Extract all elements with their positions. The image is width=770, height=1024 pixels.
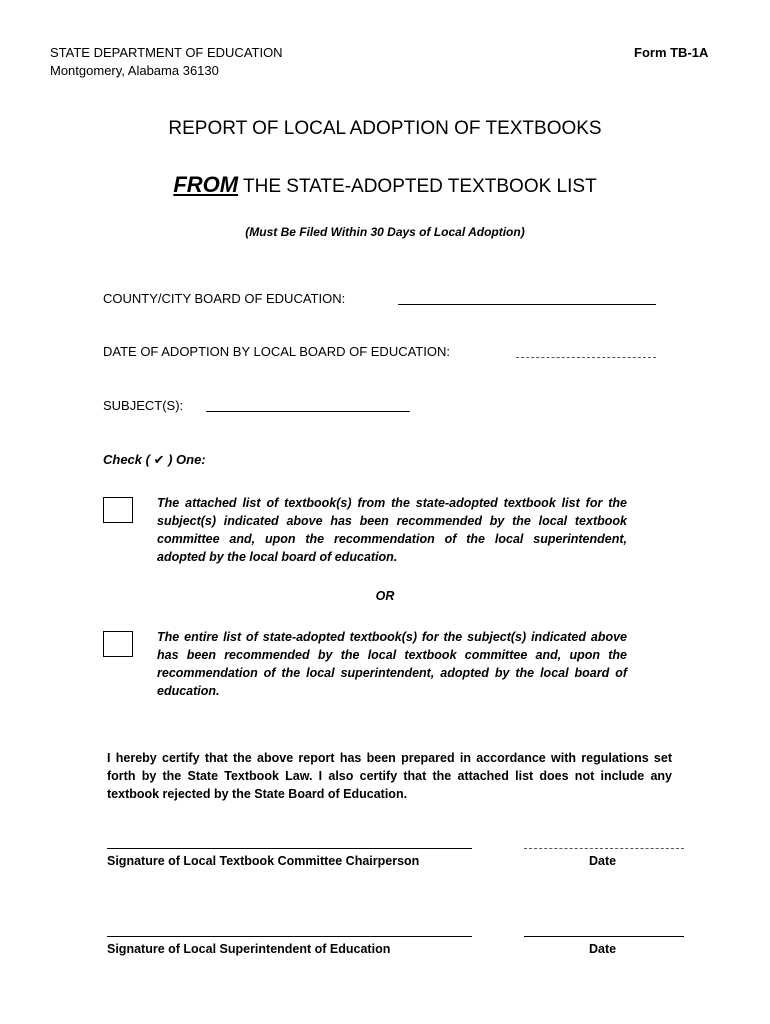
chair-signature-line[interactable]	[107, 848, 472, 849]
option1-text: The attached list of textbook(s) from the state-adopted textbook list for the subject(s) indicated above has been recommended by the local textbook committee and, upon the recommendation of the local superintendent, adopted by the local board of education.	[157, 496, 627, 564]
chair-signature-label: Signature of Local Textbook Committee Chairperson	[107, 854, 420, 868]
subject-label: SUBJECT(S):	[103, 398, 184, 413]
adoption-date-input-line[interactable]	[516, 357, 656, 358]
subtitle-emphasis: FROM	[173, 172, 239, 197]
department-address: Montgomery, Alabama 36130	[50, 63, 219, 78]
option1-checkbox[interactable]	[103, 497, 133, 523]
adoption-date-label: DATE OF ADOPTION BY LOCAL BOARD OF EDUCATION:	[103, 344, 450, 359]
superintendent-signature-line[interactable]	[107, 936, 472, 937]
form-title: REPORT OF LOCAL ADOPTION OF TEXTBOOKS	[168, 118, 602, 139]
check-one-label: Check ( ✔ ) One:	[103, 452, 206, 467]
subject-input-line[interactable]	[206, 411, 410, 412]
chair-date-label: Date	[589, 854, 617, 868]
board-input-line[interactable]	[398, 304, 656, 305]
superintendent-signature-label: Signature of Local Superintendent of Education	[107, 942, 391, 956]
certification-text: I hereby certify that the above report has been prepared in accordance with regulations set forth by the State Textbook Law. I also certify that the attached list does not include any textbook rejected by the State Board of Education.	[107, 751, 672, 801]
board-label: COUNTY/CITY BOARD OF EDUCATION:	[103, 291, 346, 306]
form-id: Form TB-1A	[634, 45, 709, 60]
form-subtitle	[0, 171, 770, 201]
option2-text: The entire list of state-adopted textbook(s) for the subject(s) indicated above has been recommended by the local textbook committee and, upon the recommendation of the local superintendent, adopted by the local board of education.	[157, 630, 627, 698]
superintendent-date-label: Date	[589, 942, 617, 956]
department-name: STATE DEPARTMENT OF EDUCATION	[50, 45, 283, 60]
chair-date-line[interactable]	[524, 848, 684, 849]
subtitle-rest: THE STATE-ADOPTED TEXTBOOK LIST	[238, 176, 597, 197]
filing-note: (Must Be Filed Within 30 Days of Local Adoption)	[245, 225, 525, 239]
option2-checkbox[interactable]	[103, 631, 133, 657]
superintendent-date-line[interactable]	[524, 936, 684, 937]
or-separator: OR	[375, 589, 395, 603]
